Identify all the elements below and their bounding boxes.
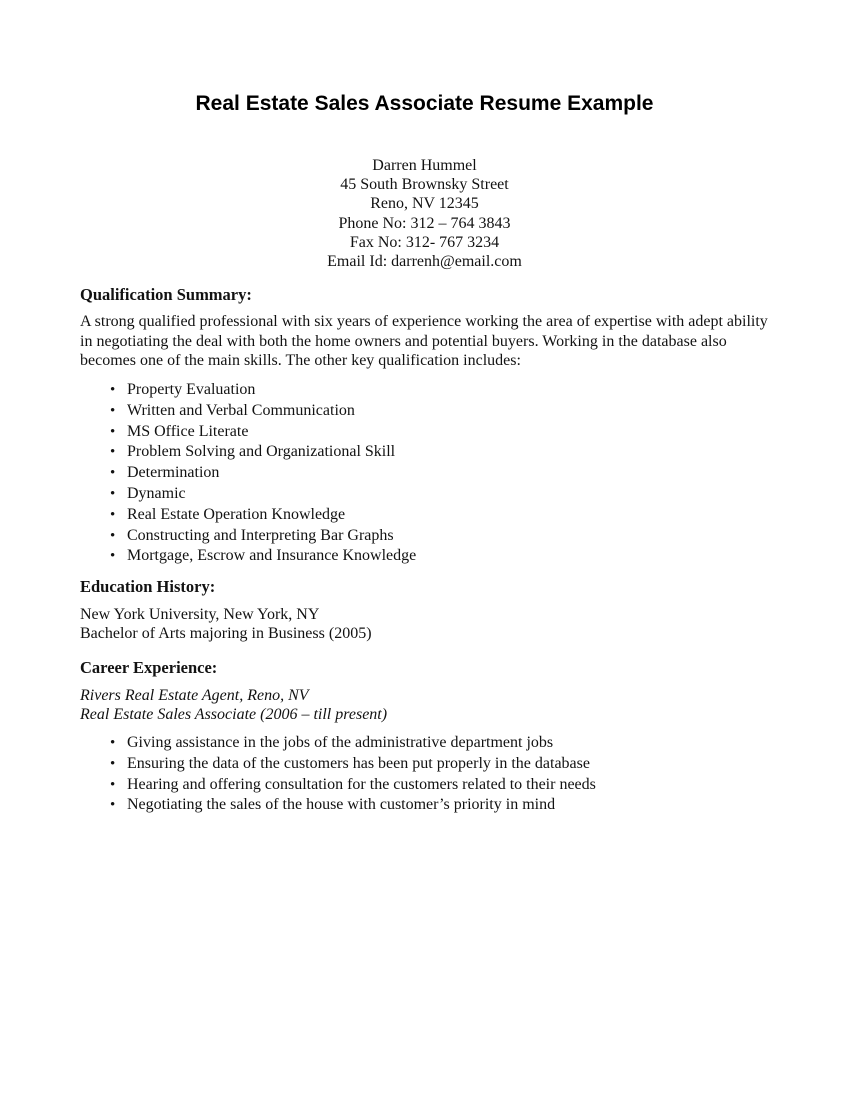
list-item: • Mortgage, Escrow and Insurance Knowledge xyxy=(127,546,783,567)
contact-name: Darren Hummel xyxy=(372,157,477,174)
education-degree: Bachelor of Arts majoring in Business (2005) xyxy=(80,625,372,643)
list-item: • Ensuring the data of the customers has been put properly in the database xyxy=(127,754,783,775)
career-experience-heading: Career Experience: xyxy=(80,657,218,677)
contact-email: Email Id: darrenh@email.com xyxy=(327,253,522,271)
resume-body xyxy=(0,285,849,816)
list-item: • Determination xyxy=(127,463,783,484)
skills-list xyxy=(80,380,783,567)
list-item: • Problem Solving and Organizational Skill xyxy=(127,442,783,463)
qualification-summary-text: A strong qualified professional with six years of experience working the area of expertise with adept ability in negotiating the deal with both the home owners and potential buyers. Working in the database also becomes one of the main skills. The other key qualification includes: xyxy=(80,313,768,370)
list-item: • Hearing and offering consultation for the customers related to their needs xyxy=(127,775,783,796)
list-item: • Real Estate Operation Knowledge xyxy=(127,505,783,526)
career-role: Real Estate Sales Associate (2006 – till present) xyxy=(80,705,388,723)
education-block xyxy=(80,605,783,643)
contact-fax: Fax No: 312- 767 3234 xyxy=(349,233,500,251)
list-item: • Negotiating the sales of the house with customer’s priority in mind xyxy=(127,795,783,816)
education-history-heading: Education History: xyxy=(80,577,216,597)
education-school: New York University, New York, NY xyxy=(80,606,320,624)
career-position-block xyxy=(80,686,783,724)
contact-city: Reno, NV 12345 xyxy=(370,195,479,213)
list-item: • Property Evaluation xyxy=(127,380,783,401)
page-title: Real Estate Sales Associate Resume Example xyxy=(195,92,654,115)
career-employer: Rivers Real Estate Agent, Reno, NV xyxy=(80,686,309,704)
qualification-summary-heading: Qualification Summary: xyxy=(80,285,252,305)
contact-street: 45 South Brownsky Street xyxy=(340,176,509,194)
contact-block xyxy=(0,156,849,271)
list-item: • MS Office Literate xyxy=(127,422,783,443)
list-item: • Giving assistance in the jobs of the administrative department jobs xyxy=(127,733,783,754)
list-item: • Constructing and Interpreting Bar Graphs xyxy=(127,526,783,547)
list-item: • Written and Verbal Communication xyxy=(127,401,783,422)
list-item: • Dynamic xyxy=(127,484,783,505)
contact-phone: Phone No: 312 – 764 3843 xyxy=(338,214,511,232)
career-duties-list xyxy=(80,733,783,816)
